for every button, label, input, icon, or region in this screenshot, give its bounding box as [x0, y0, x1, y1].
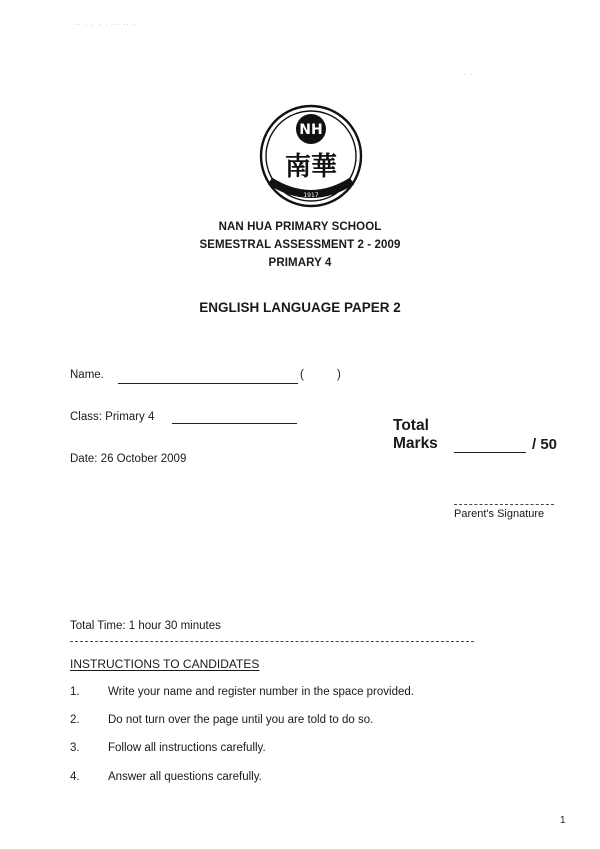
instruction-number: 1.	[70, 686, 80, 698]
class-label: Class: Primary 4	[70, 411, 155, 423]
class-input-line[interactable]	[172, 423, 297, 424]
level-title: PRIMARY 4	[268, 257, 332, 269]
logo-ring-text: 1917	[303, 192, 319, 199]
page-number: 1	[560, 815, 566, 826]
school-logo	[258, 103, 364, 209]
total-time: Total Time: 1 hour 30 minutes	[70, 620, 221, 632]
instruction-text: Write your name and register number in the space provided.	[108, 686, 414, 698]
signature-line[interactable]	[454, 504, 554, 505]
instructions-heading: INSTRUCTIONS TO CANDIDATES	[70, 657, 260, 671]
instruction-text: Follow all instructions carefully.	[108, 742, 266, 754]
register-open-paren: (	[300, 369, 304, 381]
instruction-number: 4.	[70, 771, 80, 783]
total-label: Total	[393, 417, 429, 434]
logo-initials: NH	[299, 122, 323, 138]
assessment-title: SEMESTRAL ASSESSMENT 2 - 2009	[199, 239, 401, 251]
marks-out-of: / 50	[532, 436, 558, 453]
logo-chinese-name: 南華	[284, 152, 338, 182]
signature-label: Parent's Signature	[454, 508, 545, 520]
school-name: NAN HUA PRIMARY SCHOOL	[218, 221, 382, 233]
date-label: Date: 26 October 2009	[70, 453, 187, 465]
scan-artifact: ·· · · · · ·· ·· ·	[74, 20, 137, 29]
instruction-text: Answer all questions carefully.	[108, 771, 262, 783]
scan-artifact: · ·	[463, 70, 474, 79]
marks-input-line[interactable]	[454, 452, 526, 453]
instruction-text: Do not turn over the page until you are told to do so.	[108, 714, 374, 726]
instruction-number: 2.	[70, 714, 80, 726]
divider-line	[70, 641, 474, 642]
name-input-line[interactable]	[118, 383, 298, 384]
name-label: Name.	[70, 369, 104, 381]
paper-title: ENGLISH LANGUAGE PAPER 2	[199, 300, 401, 315]
register-close-paren: )	[337, 369, 341, 381]
marks-label: Marks	[393, 435, 438, 452]
instruction-number: 3.	[70, 742, 80, 754]
